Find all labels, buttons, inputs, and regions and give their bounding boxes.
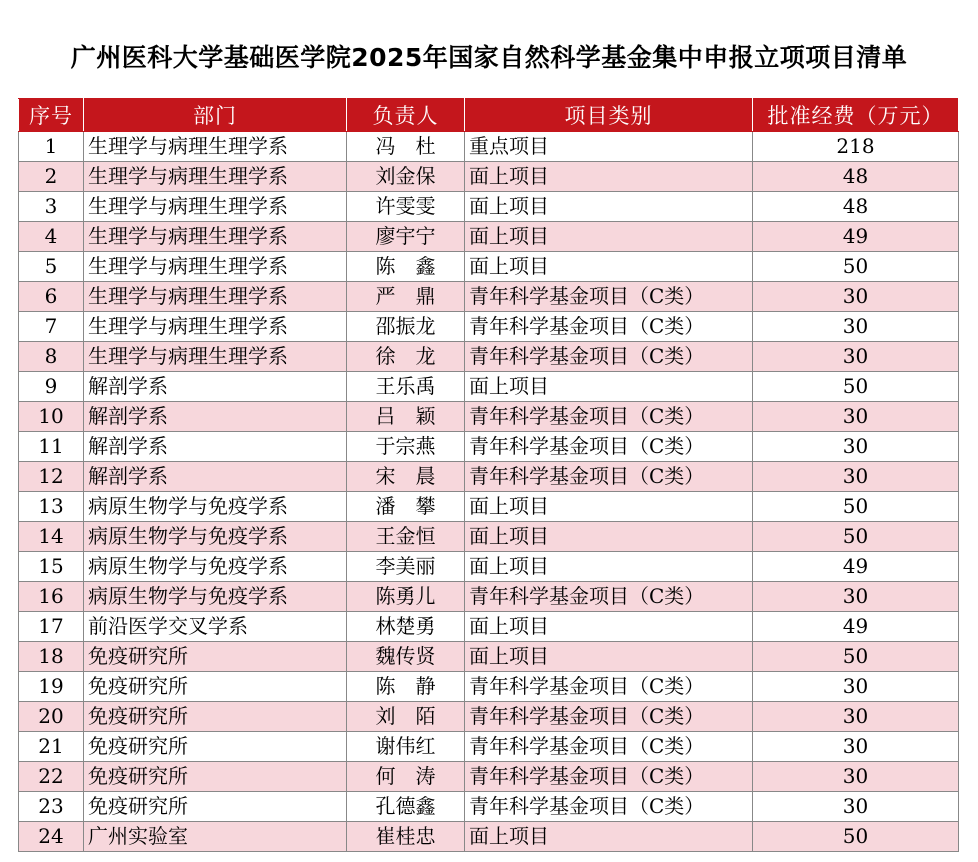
cell-amount: 30	[753, 732, 959, 762]
cell-person: 许雯雯	[347, 192, 465, 222]
cell-dept: 生理学与病理生理学系	[84, 342, 347, 372]
cell-type: 青年科学基金项目（C类）	[465, 702, 753, 732]
cell-amount: 30	[753, 582, 959, 612]
cell-person: 何 涛	[347, 762, 465, 792]
cell-no: 20	[19, 702, 84, 732]
cell-type: 青年科学基金项目（C类）	[465, 312, 753, 342]
cell-type: 青年科学基金项目（C类）	[465, 282, 753, 312]
cell-person: 王乐禹	[347, 372, 465, 402]
cell-person: 宋 晨	[347, 462, 465, 492]
cell-amount: 50	[753, 252, 959, 282]
cell-type: 青年科学基金项目（C类）	[465, 462, 753, 492]
cell-dept: 免疫研究所	[84, 792, 347, 822]
table-row	[19, 372, 959, 402]
table-row	[19, 612, 959, 642]
cell-dept: 生理学与病理生理学系	[84, 252, 347, 282]
table-body	[19, 132, 959, 852]
cell-dept: 生理学与病理生理学系	[84, 192, 347, 222]
cell-dept: 生理学与病理生理学系	[84, 312, 347, 342]
cell-type: 面上项目	[465, 192, 753, 222]
cell-no: 15	[19, 552, 84, 582]
cell-amount: 30	[753, 432, 959, 462]
cell-type: 青年科学基金项目（C类）	[465, 342, 753, 372]
table-row	[19, 312, 959, 342]
cell-no: 1	[19, 132, 84, 162]
cell-amount: 50	[753, 372, 959, 402]
cell-type: 面上项目	[465, 612, 753, 642]
cell-amount: 50	[753, 642, 959, 672]
cell-type: 青年科学基金项目（C类）	[465, 402, 753, 432]
cell-amount: 49	[753, 222, 959, 252]
cell-type: 青年科学基金项目（C类）	[465, 792, 753, 822]
table-row	[19, 132, 959, 162]
table-row	[19, 252, 959, 282]
header-type: 项目类别	[465, 99, 753, 132]
cell-amount: 218	[753, 132, 959, 162]
cell-amount: 30	[753, 342, 959, 372]
table-row	[19, 432, 959, 462]
cell-no: 11	[19, 432, 84, 462]
cell-no: 14	[19, 522, 84, 552]
cell-no: 12	[19, 462, 84, 492]
cell-dept: 生理学与病理生理学系	[84, 282, 347, 312]
cell-dept: 广州实验室	[84, 822, 347, 852]
table-row	[19, 222, 959, 252]
table-row	[19, 162, 959, 192]
cell-dept: 生理学与病理生理学系	[84, 132, 347, 162]
cell-dept: 免疫研究所	[84, 732, 347, 762]
cell-no: 4	[19, 222, 84, 252]
cell-person: 林楚勇	[347, 612, 465, 642]
cell-no: 9	[19, 372, 84, 402]
table-row	[19, 792, 959, 822]
cell-no: 6	[19, 282, 84, 312]
cell-person: 潘 攀	[347, 492, 465, 522]
table-row	[19, 702, 959, 732]
cell-type: 面上项目	[465, 552, 753, 582]
cell-type: 面上项目	[465, 162, 753, 192]
cell-person: 王金恒	[347, 522, 465, 552]
cell-person: 邵振龙	[347, 312, 465, 342]
table-header-row	[19, 99, 959, 132]
cell-amount: 50	[753, 492, 959, 522]
header-dept: 部门	[84, 99, 347, 132]
cell-dept: 免疫研究所	[84, 702, 347, 732]
cell-dept: 免疫研究所	[84, 672, 347, 702]
cell-no: 23	[19, 792, 84, 822]
cell-type: 重点项目	[465, 132, 753, 162]
cell-dept: 病原生物学与免疫学系	[84, 552, 347, 582]
cell-person: 刘金保	[347, 162, 465, 192]
table-row	[19, 822, 959, 852]
cell-amount: 48	[753, 162, 959, 192]
table-row	[19, 462, 959, 492]
table-row	[19, 522, 959, 552]
cell-type: 青年科学基金项目（C类）	[465, 582, 753, 612]
cell-person: 刘 陌	[347, 702, 465, 732]
cell-dept: 病原生物学与免疫学系	[84, 492, 347, 522]
project-table	[18, 98, 959, 852]
cell-amount: 30	[753, 282, 959, 312]
header-no: 序号	[19, 99, 84, 132]
cell-type: 青年科学基金项目（C类）	[465, 762, 753, 792]
cell-person: 吕 颖	[347, 402, 465, 432]
cell-no: 24	[19, 822, 84, 852]
table-row	[19, 342, 959, 372]
cell-dept: 前沿医学交叉学系	[84, 612, 347, 642]
cell-no: 13	[19, 492, 84, 522]
cell-type: 面上项目	[465, 372, 753, 402]
table-row	[19, 762, 959, 792]
page-title: 广州医科大学基础医学院2025年国家自然科学基金集中申报立项项目清单	[70, 43, 908, 72]
cell-amount: 30	[753, 672, 959, 702]
cell-dept: 解剖学系	[84, 372, 347, 402]
cell-amount: 50	[753, 522, 959, 552]
cell-person: 李美丽	[347, 552, 465, 582]
cell-amount: 50	[753, 822, 959, 852]
cell-type: 青年科学基金项目（C类）	[465, 672, 753, 702]
cell-no: 10	[19, 402, 84, 432]
cell-amount: 30	[753, 762, 959, 792]
cell-type: 面上项目	[465, 492, 753, 522]
cell-person: 孔德鑫	[347, 792, 465, 822]
cell-dept: 病原生物学与免疫学系	[84, 582, 347, 612]
table-row	[19, 732, 959, 762]
cell-no: 21	[19, 732, 84, 762]
cell-dept: 解剖学系	[84, 432, 347, 462]
cell-amount: 30	[753, 312, 959, 342]
cell-type: 青年科学基金项目（C类）	[465, 732, 753, 762]
cell-type: 面上项目	[465, 822, 753, 852]
cell-amount: 48	[753, 192, 959, 222]
cell-amount: 49	[753, 612, 959, 642]
table-row	[19, 402, 959, 432]
table-row	[19, 642, 959, 672]
cell-no: 3	[19, 192, 84, 222]
cell-no: 16	[19, 582, 84, 612]
cell-amount: 30	[753, 702, 959, 732]
cell-dept: 解剖学系	[84, 402, 347, 432]
cell-no: 22	[19, 762, 84, 792]
cell-type: 面上项目	[465, 522, 753, 552]
cell-dept: 免疫研究所	[84, 762, 347, 792]
cell-person: 陈 鑫	[347, 252, 465, 282]
cell-person: 于宗燕	[347, 432, 465, 462]
cell-no: 5	[19, 252, 84, 282]
cell-person: 魏传贤	[347, 642, 465, 672]
cell-no: 17	[19, 612, 84, 642]
cell-no: 7	[19, 312, 84, 342]
cell-person: 冯 杜	[347, 132, 465, 162]
cell-amount: 30	[753, 402, 959, 432]
cell-type: 面上项目	[465, 642, 753, 672]
cell-no: 18	[19, 642, 84, 672]
cell-type: 青年科学基金项目（C类）	[465, 432, 753, 462]
cell-person: 陈 静	[347, 672, 465, 702]
header-person: 负责人	[347, 99, 465, 132]
cell-type: 面上项目	[465, 222, 753, 252]
header-amount: 批准经费（万元）	[753, 99, 959, 132]
cell-dept: 生理学与病理生理学系	[84, 162, 347, 192]
cell-dept: 生理学与病理生理学系	[84, 222, 347, 252]
cell-person: 陈勇儿	[347, 582, 465, 612]
table-row	[19, 192, 959, 222]
cell-amount: 49	[753, 552, 959, 582]
cell-type: 面上项目	[465, 252, 753, 282]
cell-person: 廖宇宁	[347, 222, 465, 252]
cell-dept: 病原生物学与免疫学系	[84, 522, 347, 552]
cell-dept: 免疫研究所	[84, 642, 347, 672]
cell-no: 8	[19, 342, 84, 372]
table-row	[19, 492, 959, 522]
cell-person: 严 鼎	[347, 282, 465, 312]
cell-amount: 30	[753, 792, 959, 822]
cell-no: 19	[19, 672, 84, 702]
table-row	[19, 582, 959, 612]
cell-person: 崔桂忠	[347, 822, 465, 852]
table-row	[19, 552, 959, 582]
cell-person: 谢伟红	[347, 732, 465, 762]
table-row	[19, 672, 959, 702]
cell-dept: 解剖学系	[84, 462, 347, 492]
cell-no: 2	[19, 162, 84, 192]
table-row	[19, 282, 959, 312]
cell-amount: 30	[753, 462, 959, 492]
cell-person: 徐 龙	[347, 342, 465, 372]
